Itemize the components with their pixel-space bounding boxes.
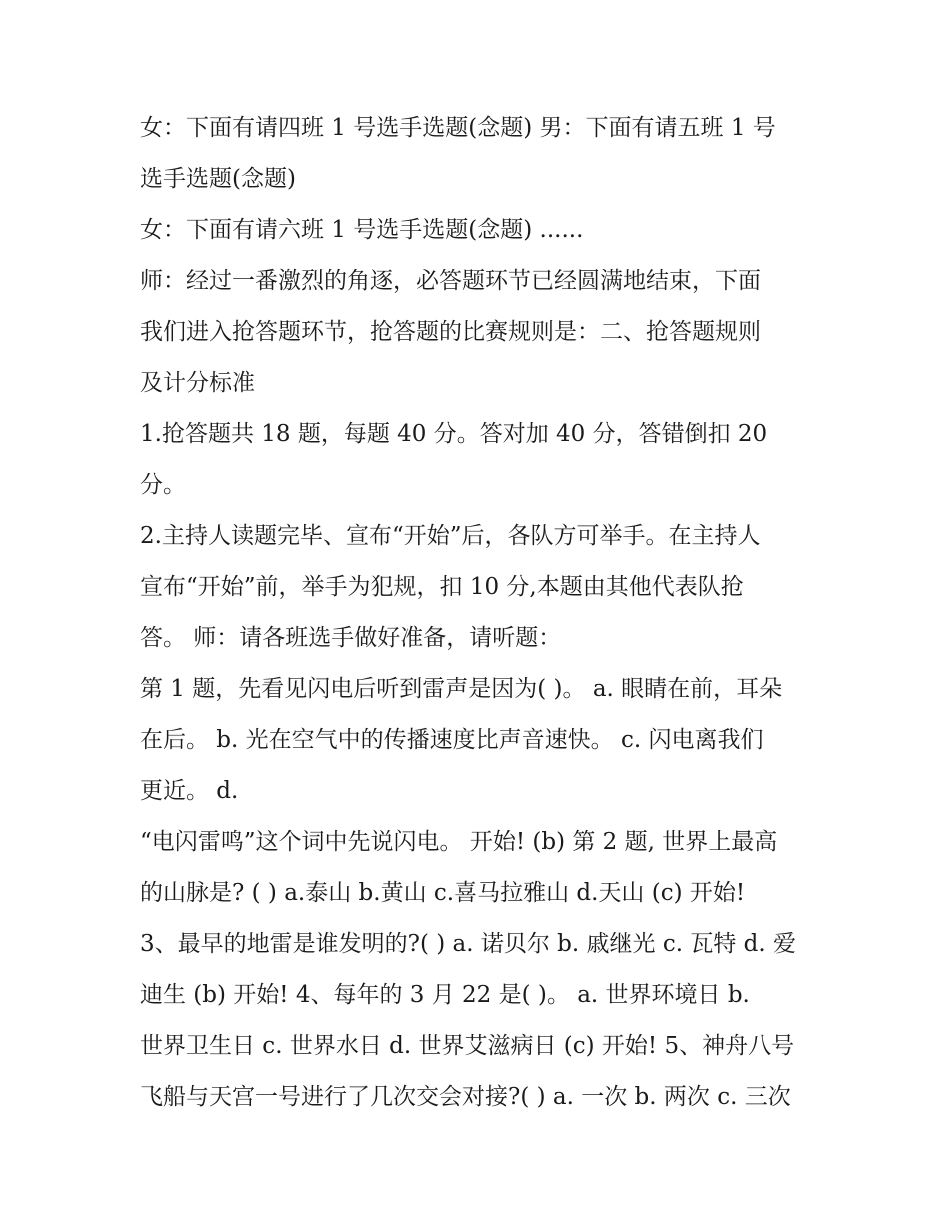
- text-line: 更近。 d.: [140, 778, 239, 804]
- text-line: 在后。 b. 光在空气中的传播速度比声音速快。 c. 闪电离我们: [140, 727, 764, 753]
- text-line: 1.抢答题共 18 题，每题 40 分。答对加 40 分，答错倒扣 20: [140, 421, 768, 447]
- text-line: 3、最早的地雷是谁发明的?( ) a. 诺贝尔 b. 戚继光 c. 瓦特 d. 爱: [140, 931, 796, 957]
- text-line: 迪生 (b) 开始! 4、每年的 3 月 22 是( )。 a. 世界环境日 b.: [140, 982, 750, 1008]
- document-body: [140, 103, 820, 1123]
- text-line: 师：经过一番激烈的角逐，必答题环节已经圆满地结束，下面: [140, 268, 761, 294]
- text-line: 2.主持人读题完毕、宣布“开始”后，各队方可举手。在主持人: [140, 523, 761, 549]
- text-line: “电闪雷鸣”这个词中先说闪电。 开始! (b) 第 2 题, 世界上最高: [140, 829, 778, 855]
- text-line: 世界卫生日 c. 世界水日 d. 世界艾滋病日 (c) 开始! 5、神舟八号: [140, 1033, 795, 1059]
- text-line: 选手选题(念题): [140, 166, 296, 192]
- text-line: 女：下面有请四班 1 号选手选题(念题) 男：下面有请五班 1 号: [140, 115, 776, 141]
- text-line: 宣布“开始”前，举手为犯规，扣 10 分,本题由其他代表队抢: [140, 574, 744, 600]
- text-line: 飞船与天宫一号进行了几次交会对接?( ) a. 一次 b. 两次 c. 三次: [140, 1084, 791, 1110]
- text-line: 答。 师：请各班选手做好准备，请听题：: [140, 625, 562, 651]
- text-line: 第 1 题，先看见闪电后听到雷声是因为( )。 a. 眼睛在前，耳朵: [140, 676, 783, 702]
- text-line: 女：下面有请六班 1 号选手选题(念题) ......: [140, 217, 584, 243]
- text-line: 的山脉是? ( ) a.泰山 b.黄山 c.喜马拉雅山 d.天山 (c) 开始!: [140, 880, 746, 906]
- text-line: 我们进入抢答题环节，抢答题的比赛规则是：二、抢答题规则: [140, 319, 761, 345]
- text-line: 分。: [140, 472, 186, 498]
- text-line: 及计分标准: [140, 370, 255, 396]
